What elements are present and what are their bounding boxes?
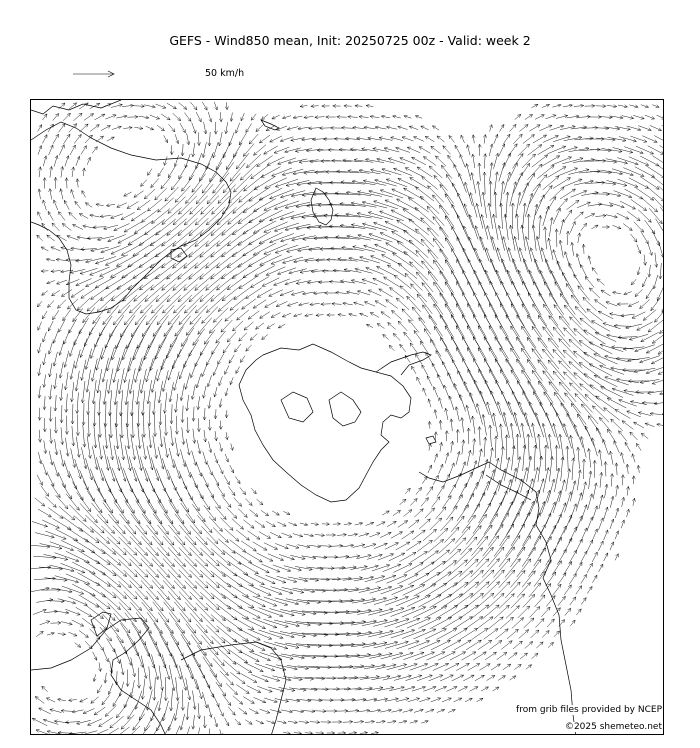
wind-arrows	[31, 102, 664, 735]
coastline-australia-north	[31, 100, 121, 114]
coastline-tasmania	[171, 248, 187, 262]
map-title: GEFS - Wind850 mean, Init: 20250725 00z - Valid: week 2	[169, 33, 531, 48]
coastline-ice-shelf	[329, 392, 361, 426]
scale-arrow-icon	[72, 68, 122, 80]
credit-copyright: ©2025 shemeteo.net	[564, 722, 662, 732]
map-frame	[30, 99, 664, 735]
coastline-antarctic-peninsula	[376, 352, 431, 375]
scale-label: 50 km/h	[205, 68, 245, 79]
coastline-south-america	[419, 462, 576, 735]
credit-source: from grib files provided by NCEP	[516, 705, 662, 715]
wind-vector-arrows	[31, 102, 664, 735]
coastline-antarctica	[239, 344, 411, 502]
coastline-falklands	[426, 436, 436, 444]
wind-map	[31, 100, 664, 735]
coastline-ross-sea	[281, 392, 313, 422]
